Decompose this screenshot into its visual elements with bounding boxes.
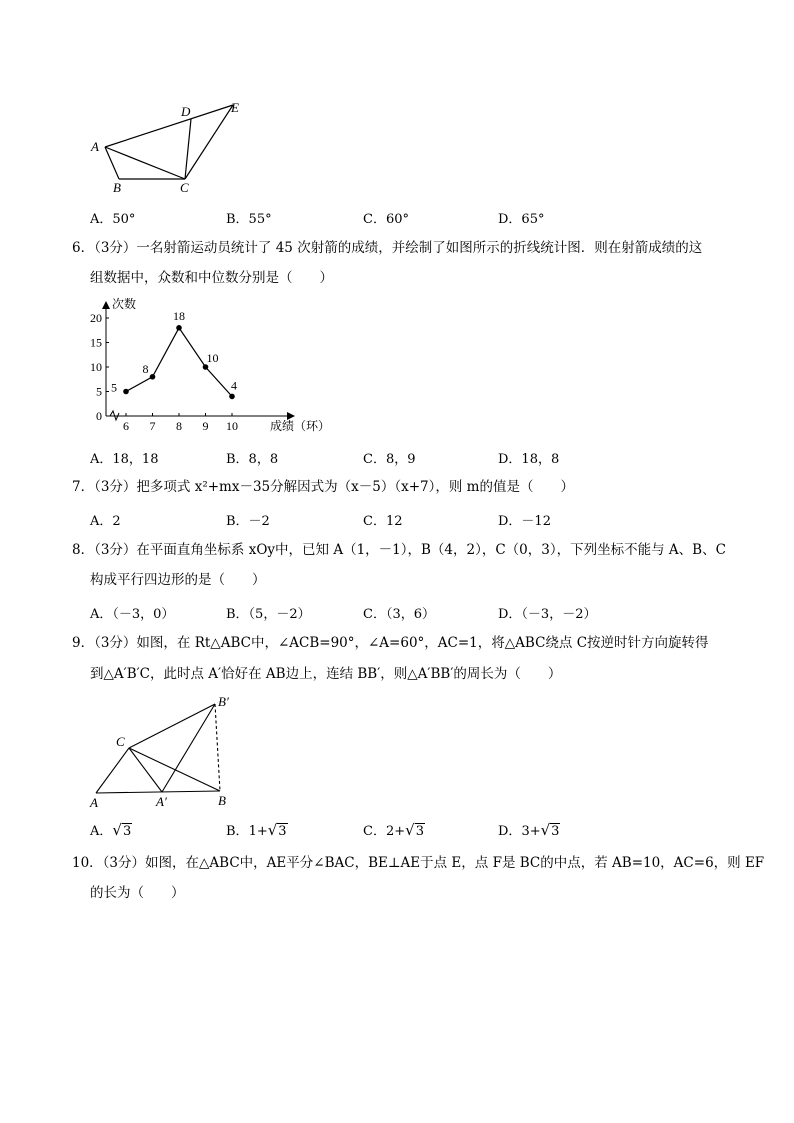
q6-stem-line2: 组数据中，众数和中位数分别是（ ） xyxy=(90,270,333,286)
q6-option-d[interactable]: D．18，8 xyxy=(498,452,560,467)
option-coef: 3+ xyxy=(521,824,541,839)
line-cb xyxy=(129,748,220,791)
q7-option-a[interactable]: A．2 xyxy=(90,514,121,529)
q5-figure xyxy=(85,95,255,200)
data-point xyxy=(150,374,156,380)
data-point xyxy=(123,389,129,395)
radicand: 3 xyxy=(278,824,287,839)
label-a-prime: A′ xyxy=(156,794,167,809)
q9-figure xyxy=(84,688,254,810)
label-b: B xyxy=(218,793,226,808)
option-prefix: A． xyxy=(90,824,113,839)
line-ca1 xyxy=(129,748,162,792)
line-ae xyxy=(105,105,233,147)
label-d: D xyxy=(181,104,191,119)
data-point xyxy=(229,394,235,400)
q9-stem-line2: 到△A′B′C，此时点 A′恰好在 AB边上，连结 BB′，则△A′BB′的周长为（ ） xyxy=(90,666,562,682)
radicand: 3 xyxy=(551,824,560,839)
q7-option-b[interactable]: B．－2 xyxy=(226,514,270,529)
q9-option-b[interactable] xyxy=(226,820,288,839)
y-tick-label: 20 xyxy=(90,311,102,325)
option-coef: 1+ xyxy=(248,824,268,839)
sqrt-icon: √ xyxy=(540,821,551,839)
q7-option-d[interactable]: D．－12 xyxy=(498,514,551,529)
x-axis-label: 成绩（环） xyxy=(270,419,331,433)
q8-stem-line1: 8．（3分）在平面直角坐标系 xOy中，已知 A（1，－1），B（4，2），C（0，3），下列坐标不能与 A、B、C xyxy=(72,542,726,558)
data-point xyxy=(203,364,209,370)
label-c: C xyxy=(116,734,125,749)
label-a: A xyxy=(91,139,99,154)
q9-option-a[interactable] xyxy=(90,820,132,839)
radicand: 3 xyxy=(415,824,424,839)
x-tick-label: 10 xyxy=(226,419,238,433)
q6-option-c[interactable]: C．8，9 xyxy=(363,452,416,467)
q5-option-c[interactable]: C．60° xyxy=(363,212,409,227)
sqrt-icon: √ xyxy=(405,821,415,839)
sqrt-icon: √ xyxy=(112,821,122,839)
q9-option-c[interactable] xyxy=(363,820,425,839)
q5-option-b[interactable]: B．55° xyxy=(226,212,272,227)
line-ec xyxy=(185,105,233,179)
data-label: 4 xyxy=(231,378,237,393)
data-label: 8 xyxy=(142,361,149,376)
q5-option-a[interactable]: A．50° xyxy=(90,212,136,227)
q6-option-b[interactable]: B．8，8 xyxy=(226,452,279,467)
q10-stem-line2: 的长为（ ） xyxy=(90,885,185,901)
data-point xyxy=(176,325,182,331)
x-tick-label: 8 xyxy=(176,419,182,433)
label-e: E xyxy=(231,100,239,115)
x-tick-label: 7 xyxy=(149,419,156,433)
q6-line-chart xyxy=(84,296,334,436)
q10-stem-line1: 10．（3分）如图，在△ABC中，AE平分∠BAC，BE⊥AE于点 E，点 F是 BC的中点，若 AB=10，AC=6，则 EF xyxy=(72,855,765,871)
line-dc xyxy=(185,119,191,179)
y-axis-label: 次数 xyxy=(112,297,137,311)
q8-stem-line2: 构成平行四边形的是（ ） xyxy=(90,572,266,588)
option-prefix: B． xyxy=(226,824,249,839)
label-b: B xyxy=(113,180,121,195)
q6-stem-line1: 6．（3分）一名射箭运动员统计了 45 次射箭的成绩，并绘制了如图所示的折线统计图．则在射箭成绩的这 xyxy=(72,240,703,256)
y-tick-label: 15 xyxy=(90,335,102,350)
q8-option-c[interactable]: C．（3，6） xyxy=(363,607,435,622)
label-a: A xyxy=(90,795,98,810)
label-c: C xyxy=(180,180,189,195)
option-prefix: C． xyxy=(363,824,386,839)
x-tick-label: 9 xyxy=(202,419,209,433)
y-tick-label: 5 xyxy=(96,384,102,399)
q9-option-d[interactable] xyxy=(498,820,560,839)
label-b-prime: B′ xyxy=(218,694,229,709)
option-prefix: D． xyxy=(498,824,522,839)
option-coef: 2+ xyxy=(385,824,406,839)
data-label: 18 xyxy=(173,308,185,323)
q8-option-d[interactable]: D．（－3，－2） xyxy=(498,607,597,622)
line-ac xyxy=(96,748,129,793)
data-label: 10 xyxy=(206,351,219,365)
data-label: 5 xyxy=(111,380,117,395)
q8-option-b[interactable]: B．（5，－2） xyxy=(226,607,311,622)
q8-option-a[interactable]: A．（－3，0） xyxy=(90,607,175,622)
line-bb1-dashed xyxy=(215,704,220,791)
q9-stem-line1: 9．（3分）如图，在 Rt△ABC中，∠ACB=90°，∠A=60°，AC=1，将△ABC绕点 C按逆时针方向旋转得 xyxy=(72,635,709,651)
y-tick-label: 0 xyxy=(96,409,102,423)
x-tick-label: 6 xyxy=(123,419,129,433)
line-ab xyxy=(96,791,220,793)
radicand: 3 xyxy=(122,824,132,839)
sqrt-icon: √ xyxy=(267,821,278,839)
y-tick-label: 10 xyxy=(90,360,102,374)
q7-option-c[interactable]: C．12 xyxy=(363,514,403,529)
q5-option-d[interactable]: D．65° xyxy=(498,212,545,227)
q7-stem: 7．（3分）把多项式 x²+mx－35分解因式为（x－5）（x+7），则 m的值是（ ） xyxy=(72,479,574,495)
q6-option-a[interactable]: A．18，18 xyxy=(90,452,159,467)
